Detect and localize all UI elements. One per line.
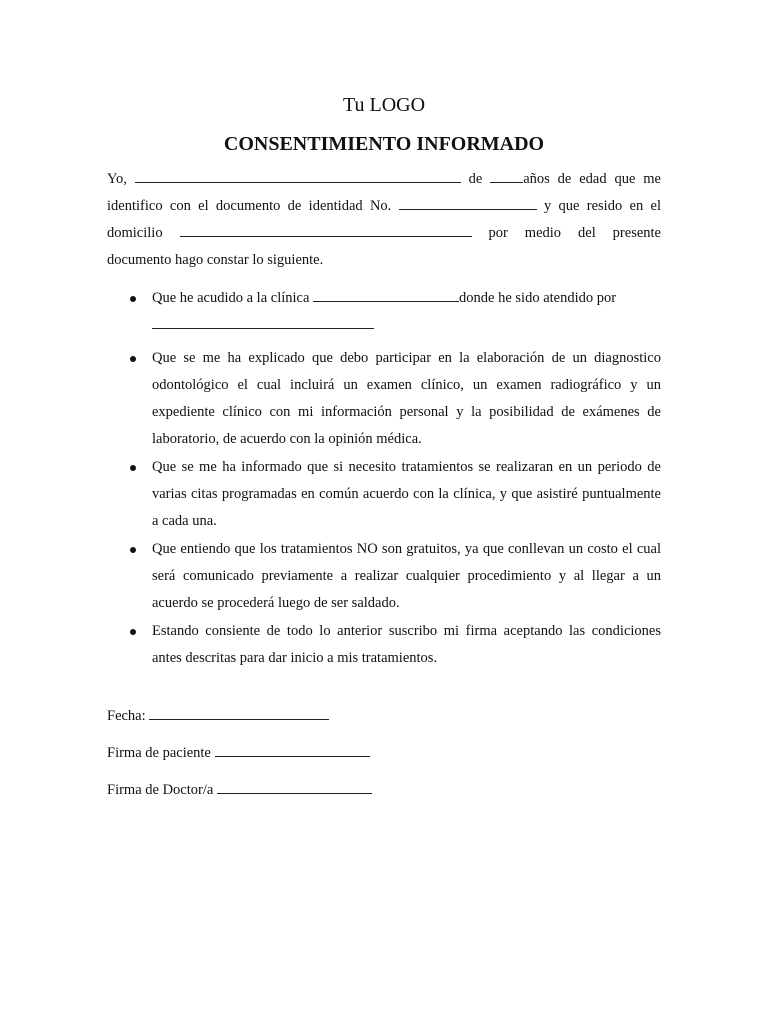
doctor-blank[interactable] bbox=[152, 313, 374, 329]
list-item bbox=[107, 536, 661, 617]
intro-edad: años de edad que me identifico con el documento de identidad No. bbox=[107, 171, 661, 214]
bullet-icon bbox=[130, 296, 136, 302]
document-title: CONSENTIMIENTO INFORMADO bbox=[223, 133, 545, 155]
doctor-signature-line bbox=[107, 779, 372, 800]
list-item bbox=[107, 345, 661, 453]
item-text: Que se me ha explicado que debo participar en la elaboración de un diagnostico odontológico el cual incluirá un examen clínico, un examen radiográfico y un expediente clínico con mi información personal y la posibilidad de exámenes de laboratorio, de acuerdo con la opinión médica. bbox=[152, 350, 661, 447]
bullet-icon bbox=[130, 547, 136, 553]
patient-signature-blank[interactable] bbox=[215, 742, 370, 757]
item-text: Estando consiente de todo lo anterior suscribo mi firma aceptando las condiciones antes descritas para dar inicio a mis tratamientos. bbox=[152, 623, 661, 666]
date-label: Fecha: bbox=[107, 708, 150, 724]
bullet-icon bbox=[130, 356, 136, 362]
name-blank[interactable] bbox=[135, 167, 461, 183]
item-doctor-text: donde he sido atendido por bbox=[459, 290, 617, 306]
list-item bbox=[107, 618, 661, 672]
item-text: Que se me ha informado que si necesito tratamientos se realizaran en un periodo de varias citas programadas en común acuerdo con la clínica, y que asistiré puntualmente a cada una. bbox=[152, 459, 661, 529]
patient-signature-label: Firma de paciente bbox=[107, 745, 215, 761]
clinic-blank[interactable] bbox=[313, 286, 459, 302]
intro-yo: Yo, bbox=[107, 171, 127, 187]
intro-resido: y que resido en el domicilio bbox=[107, 198, 661, 241]
doctor-signature-blank[interactable] bbox=[217, 779, 372, 794]
list-item bbox=[107, 285, 661, 339]
id-number-blank[interactable] bbox=[399, 194, 537, 210]
bullet-icon bbox=[130, 465, 136, 471]
doctor-signature-label: Firma de Doctor/a bbox=[107, 782, 217, 798]
intro-cierre: por medio del presente documento hago constar lo siguiente. bbox=[107, 225, 661, 268]
item-text: Que entiendo que los tratamientos NO son gratuitos, ya que conllevan un costo el cual será comunicado previamente a realizar cualquier procedimiento y al llegar a un acuerdo se procederá luego de ser saldado. bbox=[152, 541, 661, 611]
date-blank[interactable] bbox=[149, 705, 329, 720]
item-clinic-text: Que he acudido a la clínica bbox=[152, 290, 314, 306]
bullet-icon bbox=[130, 629, 136, 635]
date-line bbox=[107, 705, 329, 726]
address-blank[interactable] bbox=[180, 221, 472, 237]
age-blank[interactable] bbox=[490, 167, 523, 183]
logo-placeholder: Tu LOGO bbox=[342, 94, 426, 116]
intro-paragraph bbox=[107, 166, 661, 274]
declaration-list bbox=[107, 285, 661, 673]
intro-de: de bbox=[460, 171, 491, 187]
list-item bbox=[107, 454, 661, 535]
patient-signature-line bbox=[107, 742, 370, 763]
